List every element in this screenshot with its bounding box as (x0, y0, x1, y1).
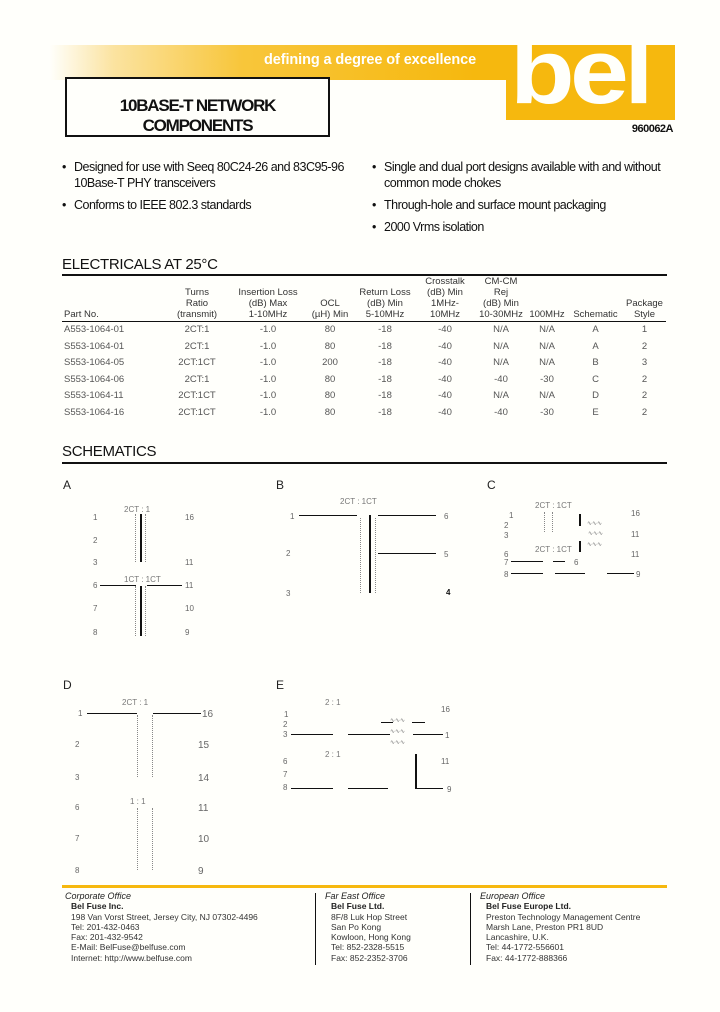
footer-divider (470, 893, 471, 965)
schematics-title: SCHEMATICS (62, 443, 157, 460)
email-link[interactable]: E-Mail: BelFuse@belfuse.com (71, 942, 186, 953)
features-left (62, 159, 362, 219)
col-header: Package Style (626, 298, 663, 320)
office-european: European Office Bel Fuse Europe Ltd. Preston Technology Management Centre Marsh Lane, Preston PR1 8UD Lancashire, U.K. Tel: 44-1772-556601 Fax: 44-1772-888366 (480, 891, 641, 963)
features-right (372, 159, 672, 241)
table-row: A553-1064-01 2CT:1 -1.0 80 -18 -40 N/A N/A A 1 (64, 324, 648, 335)
feature-item: • Conforms to IEEE 802.3 standards (62, 197, 362, 213)
col-header: Return Loss (dB) Min 5-10MHz (359, 287, 411, 320)
electricals-title: ELECTRICALS AT 25°C (62, 256, 218, 273)
document-number: 960062A (631, 123, 673, 135)
col-header: Part No. (64, 309, 99, 320)
col-header: CM-CM Rej (dB) Min 10-30MHz (479, 276, 523, 320)
footer-divider (315, 893, 316, 965)
table-row: S553-1064-05 2CT:1CT -1.0 200 -18 -40 N/A N/A B 3 (64, 357, 648, 368)
schematic-b-label: B (276, 478, 285, 492)
title-box (65, 77, 330, 137)
table-header-row (62, 276, 666, 322)
feature-item: • Designed for use with Seeq 80C24-26 and 83C95-96 10Base-T PHY transceivers (62, 159, 362, 191)
table-row: S553-1064-01 2CT:1 -1.0 80 -18 -40 N/A N/A A 2 (64, 340, 648, 352)
feature-item: • Single and dual port designs available with and without common mode chokes (372, 159, 672, 191)
office-corporate: Corporate Office Bel Fuse Inc. 198 Van Vorst Street, Jersey City, NJ 07302-4496 Tel: 201-432-0463 Fax: 201-432-9542 E-Mail: BelFuse@belfuse.com Internet: http://www.belfuse.com (65, 891, 258, 963)
schematic-c-label: C (487, 478, 496, 492)
feature-item: • 2000 Vrms isolation (372, 219, 672, 235)
footer-rule (62, 885, 667, 888)
electricals-table (62, 276, 666, 421)
col-header: OCL (µH) Min (311, 298, 349, 320)
page-title: 10BASE-T NETWORK COMPONENTS (119, 96, 276, 135)
col-header: Turns Ratio (transmit) (176, 287, 218, 320)
table-row: S553-1064-11 2CT:1CT -1.0 80 -18 -40 N/A N/A D 2 (64, 390, 648, 401)
feature-item: • Through-hole and surface mount packaging (372, 197, 672, 213)
table-row: S553-1064-06 2CT:1 -1.0 80 -18 -40 -40 -30 C 2 (64, 373, 648, 385)
col-header: Crosstalk (dB) Min 1MHz-10MHz (425, 276, 465, 320)
schematic-e-label: E (276, 678, 285, 692)
schematic-a-label: A (63, 478, 72, 492)
tagline: defining a degree of excellence (264, 52, 477, 68)
schematic-d-label: D (63, 678, 72, 692)
col-header: Insertion Loss (dB) Max 1-10MHz (238, 287, 298, 320)
website-link[interactable]: Internet: http://www.belfuse.com (71, 952, 192, 963)
col-header: Schematic (573, 309, 618, 320)
office-far-east: Far East Office Bel Fuse Ltd. 8F/8 Luk Hop Street San Po Kong Kowloon, Hong Kong Tel: 852-2328-5515 Fax: 852-2352-3706 (325, 891, 411, 963)
schematics-rule (62, 462, 667, 464)
col-header: 100MHz (529, 309, 565, 320)
table-row: S553-1064-16 2CT:1CT -1.0 80 -18 -40 -40 -30 E 2 (64, 406, 648, 418)
bel-logo-text: bel (510, 21, 650, 123)
